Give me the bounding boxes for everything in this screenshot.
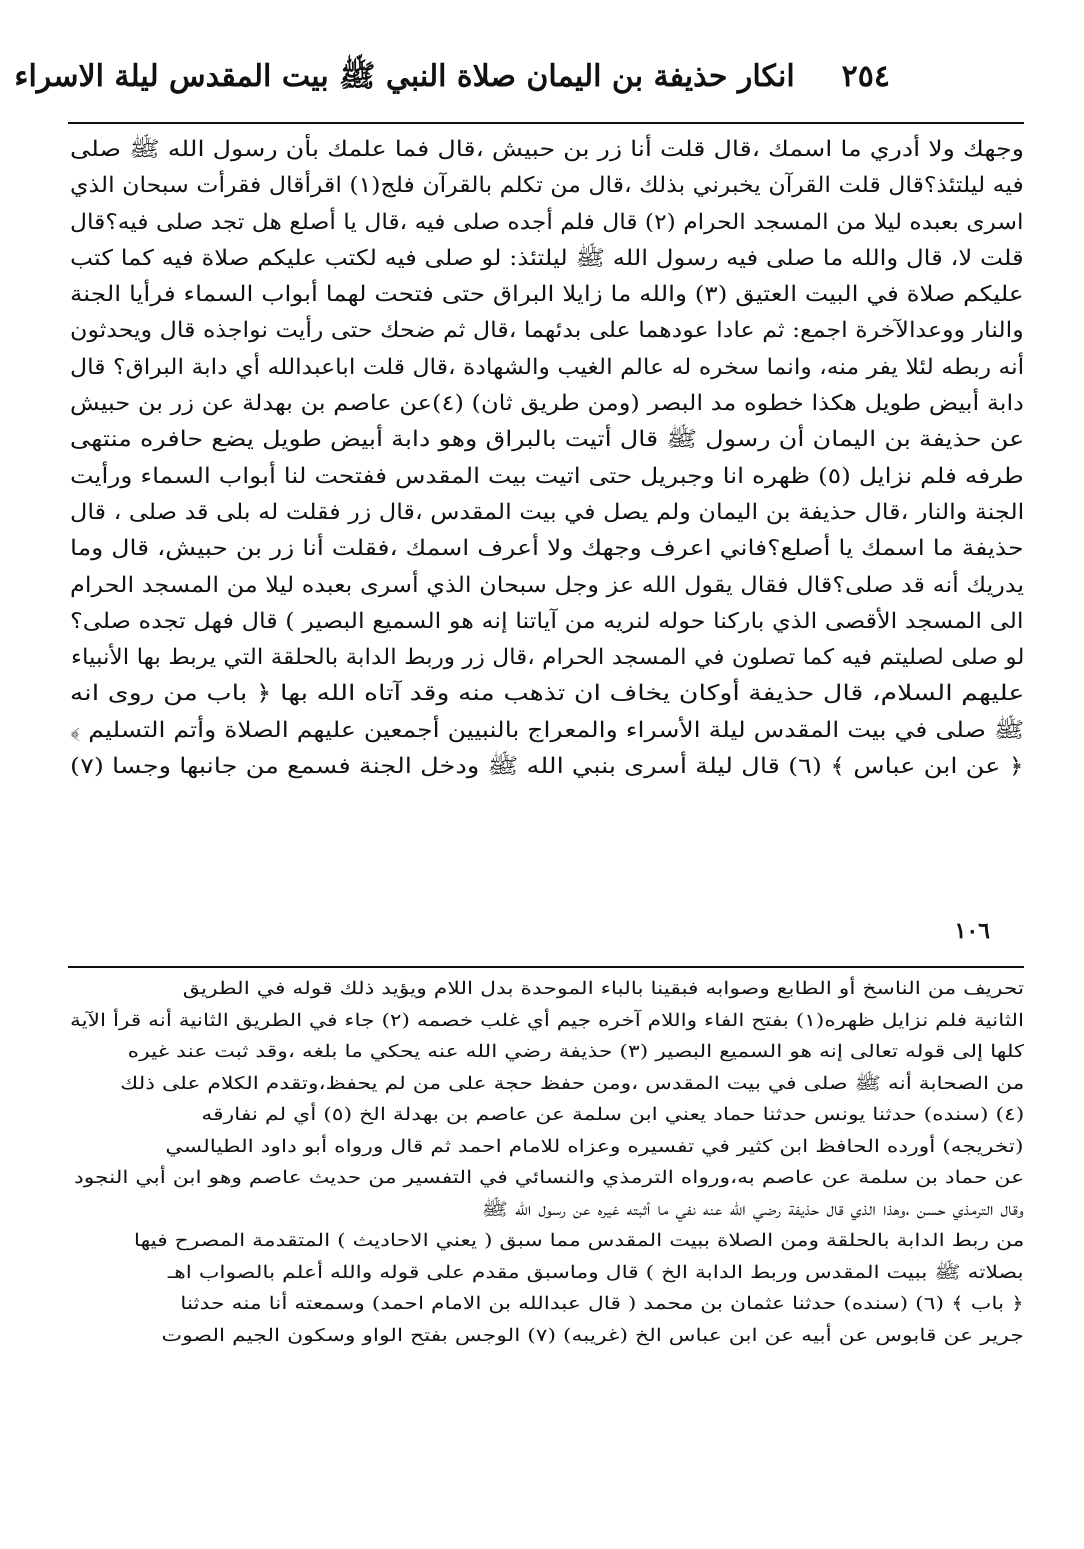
text-line: قلت لا، قال والله ما صلى فيه رسول الله ﷺ ليلتئذ: لو صلى فيه لكتب عليكم صلاة فيه كما كتب [70, 245, 1024, 271]
text-line: أنه ربطه لئلا يفر منه، وانما سخره له عالم الغيب والشهادة ،قال قلت اباعبدالله أي دابة البراق؟ قال [70, 354, 1024, 380]
footnote-line: ﴿ باب ﴾ (٦) (سنده) حدثنا عثمان بن محمد ( قال عبدالله بن الامام احمد) وسمعته أنا منه حدثنا [180, 1294, 1024, 1314]
page-title: انكار حذيفة بن اليمان صلاة النبي ﷺ بيت المقدس ليلة الاسراء [14, 59, 795, 94]
footnote-line: الثانية فلم نزايل ظهره(١) بفتح الفاء واللام آخره جيم أي غلب خصمه (٢) جاء في الطريق الثانية أنه قرأ الآية [70, 1010, 1024, 1031]
footnote-line: (٤) (سنده) حدثنا يونس حدثنا حماد يعني ابن سلمة عن عاصم بن بهدلة الخ (٥) أي لم نفارقه [201, 1105, 1024, 1125]
text-line: دابة أبيض طويل هكذا خطوه مد البصر (ومن طريق ثان) (٤)عن عاصم بن بهدلة عن زر بن حبيش [70, 391, 1024, 417]
footnote-line: وقال الترمذي حسن ،وهذا الذي قال حذيفة رضي الله عنه نفي ما أثبته غيره عن رسول الله ﷺ [481, 1199, 1024, 1220]
text-line: حذيفة ما اسمك يا أصلع؟فاني اعرف وجهك ولا أعرف اسمك ،فقلت أنا زر بن حبيش، قال وما [70, 536, 1024, 562]
footnote-line: (تخريجه) أورده الحافظ ابن كثير في تفسيره وعزاه للامام احمد ثم قال ورواه أبو داود الطيالسي [165, 1136, 1024, 1157]
text-line: وجهك ولا أدري ما اسمك ،قال قلت أنا زر بن حبيش ،قال فما علمك بأن رسول الله ﷺ صلى [70, 137, 1024, 162]
text-line: الجنة والنار ،قال حذيفة بن اليمان ولم يصل في بيت المقدس ،قال زر فقلت له بلى قد صلى ، قال [70, 499, 1024, 525]
footnote-line: كلها إلى قوله تعالى إنه هو السميع البصير (٣) حذيفة رضي الله عنه يحكي ما بلغه ،وقد ثبت عند غيره [127, 1042, 1024, 1062]
text-line: عليكم صلاة في البيت العتيق (٣) والله ما زايلا البراق حتى فتحت لهما أبواب السماء فرأيا الجنة [70, 282, 1024, 308]
hadith-number: ١٠٦ [954, 918, 990, 944]
footnote-line: بصلاته ﷺ ببيت المقدس وربط الدابة الخ ) قال وماسبق مقدم على قوله والله أعلم بالصواب اهـ [168, 1262, 1024, 1283]
footnote-line: عن حماد بن سلمة عن عاصم به،ورواه الترمذي والنسائي في التفسير من حديث عاصم وهو ابن أبي النجود [73, 1168, 1024, 1188]
footnote-line: من ربط الدابة بالحلقة ومن الصلاة ببيت المقدس مما سبق ( يعني الاحاديث ) المتقدمة المصرح فيها [133, 1231, 1024, 1251]
text-line: طرفه فلم نزايل (٥) ظهره انا وجبريل حتى اتيت بيت المقدس ففتحت لنا أبواب السماء ورأيت [70, 463, 1024, 489]
footnote-line: من الصحابة أنه ﷺ صلى في بيت المقدس ،ومن حفظ حجة على من لم يحفظ،وتقدم الكلام على ذلك [119, 1073, 1024, 1094]
text-line: عن حذيفة بن اليمان أن رسول ﷺ قال أتيت بالبراق وهو دابة أبيض طويل يضع حافره منتهى [70, 427, 1024, 453]
footnote-line: تحريف من الناسخ أو الطابع وصوابه فبقينا بالباء الموحدة بدل اللام ويؤيد ذلك قوله في الطريق [182, 979, 1024, 999]
footnote-divider [68, 966, 1024, 968]
text-line: اسرى بعبده ليلا من المسجد الحرام (٢) قال فلم أجده صلى فيه ،قال يا أصلع هل تجد صلى فيه؟قال [70, 209, 1024, 235]
page-number: ٢٥٤ [841, 59, 890, 94]
text-line: الى المسجد الأقصى الذي باركنا حوله لنريه من آياتنا إنه هو السميع البصير ) قال فهل تجده صلى؟ [70, 608, 1024, 634]
text-line: عليهم السلام، قال حذيفة أوكان يخاف ان تذهب منه وقد آتاه الله بها ﴿ باب من روى انه [70, 681, 1024, 707]
text-line: ﷺ صلى في بيت المقدس ليلة الأسراء والمعراج بالنبيين أجمعين عليهم الصلاة وأتم التسليم ﴾ [70, 717, 1024, 743]
footnotes [70, 974, 1024, 1494]
text-line: ﴿ عن ابن عباس ﴾ (٦) قال ليلة أسرى بنبي الله ﷺ ودخل الجنة فسمع من جانبها وجسا (٧) [70, 754, 1024, 780]
header-divider [68, 122, 1024, 124]
text-line: والنار ووعدالآخرة اجمع: ثم عادا عودهما على بدئهما ،قال ثم ضحك حتى رأيت نواجذه قال ويحدثون [70, 318, 1024, 344]
text-line: فيه ليلتئذ؟قال قلت القرآن يخبرني بذلك ،قال من تكلم بالقرآن فلج(١) اقرأقال فقرأت سبحان الذي [70, 173, 1024, 199]
text-line: يدريك أنه قد صلى؟قال فقال يقول الله عز وجل سبحان الذي أسرى بعبده ليلا من المسجد الحرام [70, 572, 1024, 598]
main-text [70, 132, 1024, 952]
page-header [14, 58, 890, 114]
footnote-line: جرير عن قابوس عن أبيه عن ابن عباس الخ (غريبه) (٧) الوجس بفتح الواو وسكون الجيم الصوت [161, 1325, 1024, 1346]
text-line: لو صلى لصليتم فيه كما تصلون في المسجد الحرام ،قال زر وربط الدابة بالحلقة التي يربط بها الأنبياء [70, 645, 1024, 671]
